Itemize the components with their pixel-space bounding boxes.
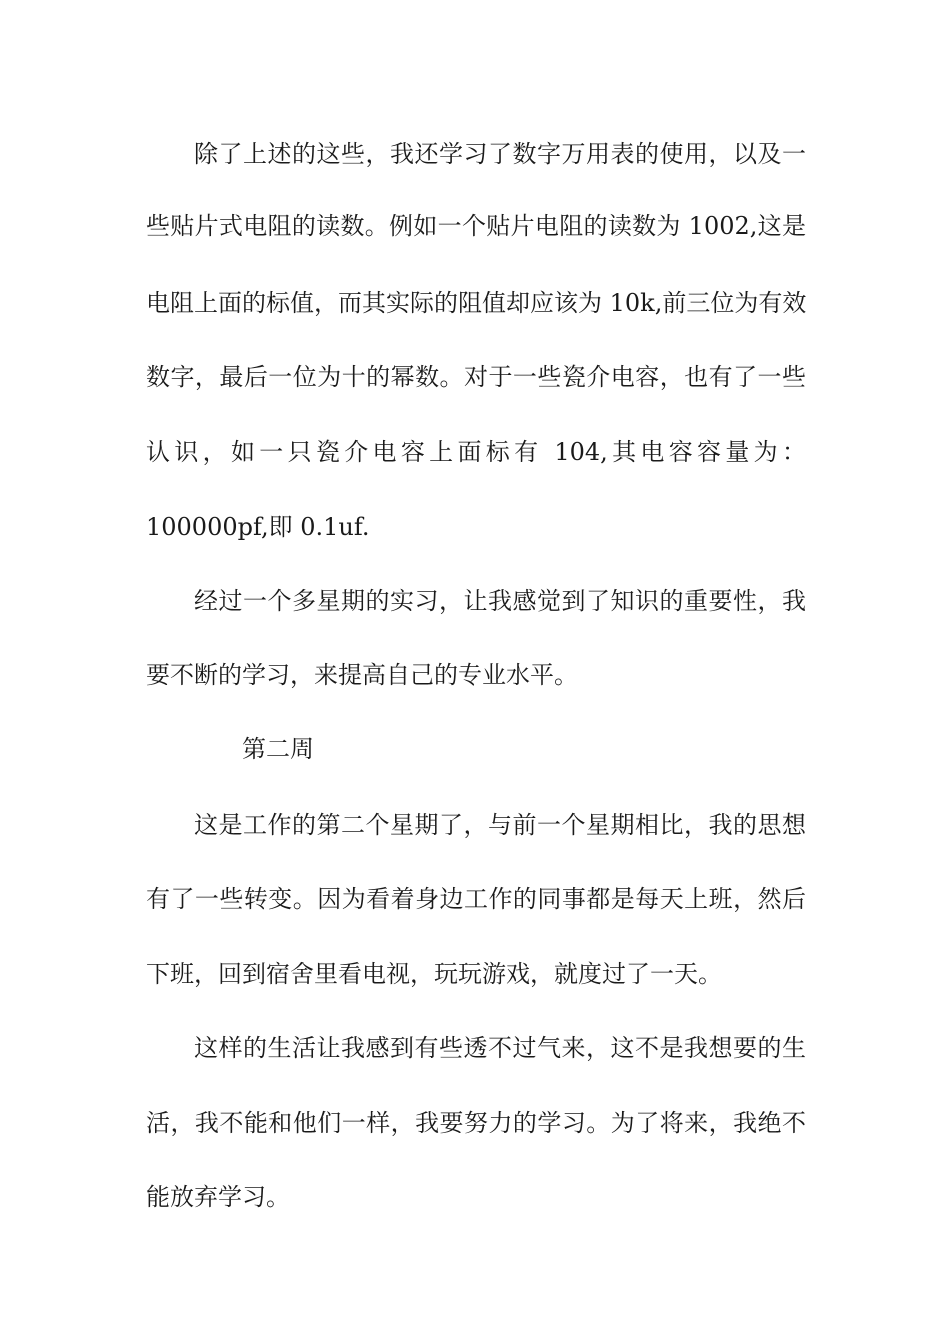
paragraph-2-line-1: 经过一个多星期的实习，让我感觉到了知识的重要性，我 bbox=[194, 587, 806, 615]
paragraph-1-line-3: 电阻上面的标值，而其实际的阻值却应该为 10k,前三位为有效 bbox=[146, 289, 806, 317]
paragraph-2-line-2: 要不断的学习，来提高自己的专业水平。 bbox=[146, 661, 578, 689]
paragraph-1-line-4: 数字，最后一位为十的幂数。对于一些瓷介电容，也有了一些 bbox=[146, 363, 806, 391]
paragraph-4-line-1: 这样的生活让我感到有些透不过气来，这不是我想要的生 bbox=[194, 1034, 806, 1062]
paragraph-1-line-6: 100000pf,即 0.1uf. bbox=[146, 513, 370, 541]
paragraph-3-line-1: 这是工作的第二个星期了，与前一个星期相比，我的思想 bbox=[194, 811, 806, 839]
paragraph-3-line-2: 有了一些转变。因为看着身边工作的同事都是每天上班，然后 bbox=[146, 885, 806, 913]
paragraph-1-line-1: 除了上述的这些，我还学习了数字万用表的使用，以及一 bbox=[194, 140, 806, 168]
paragraph-1-line-2: 些贴片式电阻的读数。例如一个贴片电阻的读数为 1002,这是 bbox=[146, 212, 806, 240]
section-heading: 第二周 bbox=[242, 735, 314, 763]
paragraph-4-line-3: 能放弃学习。 bbox=[146, 1183, 290, 1211]
paragraph-3-line-3: 下班，回到宿舍里看电视，玩玩游戏，就度过了一天。 bbox=[146, 960, 722, 988]
paragraph-1-line-5: 认识，如一只瓷介电容上面标有 104,其电容容量为： bbox=[146, 438, 806, 466]
paragraph-4-line-2: 活，我不能和他们一样，我要努力的学习。为了将来，我绝不 bbox=[146, 1109, 806, 1137]
